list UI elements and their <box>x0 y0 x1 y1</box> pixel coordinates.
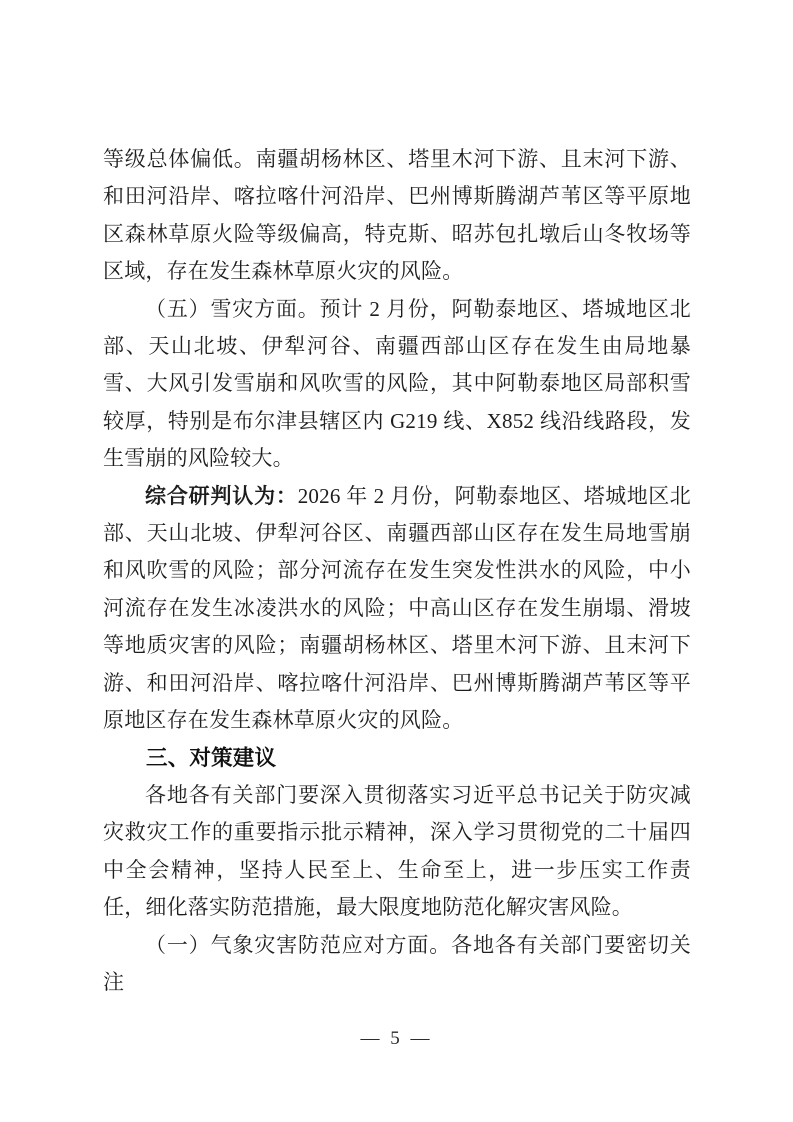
paragraph-text: 各地各有关部门要密切关注 <box>103 932 691 994</box>
paragraph-text: 2026 年 2 月份，阿勒泰地区、塔城地区北部、天山北坡、伊犁河谷区、南疆西部山区存在发生局地雪崩和风吹雪的风险；部分河流存在发生突发性洪水的风险，中小河流存在发生冰凌洪水的风险；中高山区存在发生崩塌、滑坡等地质灾害的风险；南疆胡杨林区、塔里木河下游、且末河下游、和田河沿岸、喀拉喀什河沿岸、巴州博斯腾湖芦苇区等平原地区存在发生森林草原火灾的风险。 <box>103 483 691 733</box>
paragraph-lead-label: （五）雪灾方面。 <box>145 296 320 321</box>
paragraph-meteorological-prevention <box>103 927 691 1002</box>
paragraph-text: 等级总体偏低。南疆胡杨林区、塔里木河下游、且末河下游、和田河沿岸、喀拉喀什河沿岸、巴州博斯腾湖芦苇区等平原地区森林草原火险等级偏高，特克斯、昭苏包扎墩后山冬牧场等区域，存在发生森林草原火灾的风险。 <box>103 147 691 284</box>
section-heading-countermeasures: 三、对策建议 <box>146 745 277 770</box>
page-footer <box>0 1027 793 1051</box>
paragraph-comprehensive-judgment <box>103 478 691 740</box>
paragraph-text: 预计 2 月份，阿勒泰地区、塔城地区北部、天山北坡、伊犁河谷、南疆西部山区存在发生由局地暴雪、大风引发雪崩和风吹雪的风险，其中阿勒泰地区局部积雪较厚，特别是布尔津县辖区内 G219 线、X852 线沿线路段，发生雪崩的风险较大。 <box>103 296 691 471</box>
paragraph-snow-disaster <box>103 291 691 478</box>
document-body <box>103 141 691 1001</box>
page-number: — 5 — <box>360 1028 433 1049</box>
paragraph-implementation-requirements <box>103 777 691 927</box>
paragraph-lead-label: （一）气象灾害防范应对方面。 <box>145 932 452 957</box>
paragraph-fire-risk-continuation <box>103 141 691 291</box>
paragraph-lead-bold-label: 综合研判认为： <box>145 484 298 508</box>
paragraph-text: 各地各有关部门要深入贯彻落实习近平总书记关于防灾减灾救灾工作的重要指示批示精神，深入学习贯彻党的二十届四中全会精神，坚持人民至上、生命至上，进一步压实工作责任，细化落实防范措施，最大限度地防范化解灾害风险。 <box>103 782 691 920</box>
